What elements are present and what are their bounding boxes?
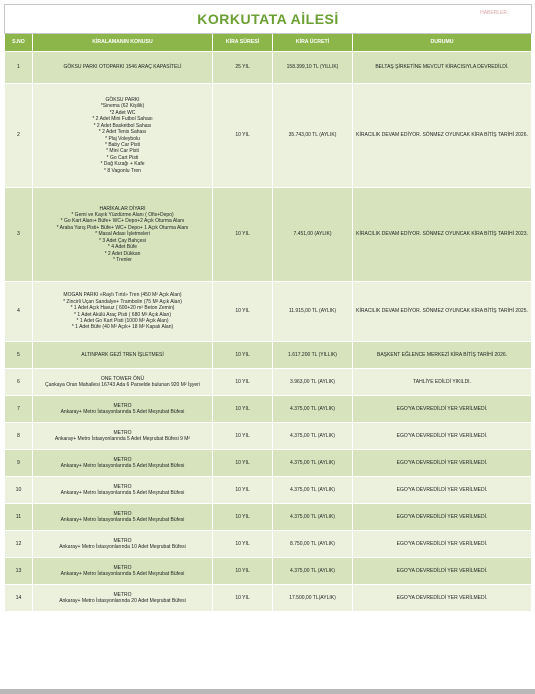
row-number: 5: [5, 342, 33, 369]
row-term: 10 YIL: [213, 585, 273, 612]
row-number: 2: [5, 84, 33, 188]
stamp-watermark: HABERLER: [480, 10, 508, 16]
subject-line: * Go Kart Alanı+ Büfe+ WC+ Depo+2 Açık Oturma Alanı: [60, 218, 185, 225]
subject-heading: METRO: [113, 483, 132, 490]
row-number: 7: [5, 396, 33, 423]
subject-heading: GÖKSU PARKI: [105, 97, 140, 104]
subject-line: *Sinema (62 Kişilik): [100, 103, 145, 110]
header-fee: KİRA ÜCRETİ: [273, 34, 353, 52]
table-row: [5, 188, 532, 282]
title-row: [5, 5, 532, 34]
subject-line: Ankaray+ Metro İstasyonlarında 5 Adet Meşrubat Büfesi: [60, 571, 185, 577]
row-status: KİRACILIK DEVAM EDİYOR. SÖNMEZ OYUNCAK KİRA BİTİŞ TARİHİ 2026.: [353, 84, 532, 188]
subject-line: * 2 Adet Basketbol Sahası: [93, 122, 152, 129]
row-number: 8: [5, 423, 33, 450]
row-term: 10 YIL: [213, 342, 273, 369]
row-fee: 4.375,00 TL (AYLIK): [273, 558, 353, 585]
row-term: 10 YIL: [213, 396, 273, 423]
subject-heading: METRO: [113, 429, 132, 436]
row-fee: 7.451,00 (AYLIK): [273, 188, 353, 282]
row-term: 10 YIL: [213, 477, 273, 504]
row-number: 12: [5, 531, 33, 558]
table-row: [5, 369, 532, 396]
row-status: BELTAŞ ŞİRKETİNE MEVCUT KİRACISIYLA DEVREDİLDİ.: [353, 52, 532, 84]
table-row: [5, 84, 532, 188]
subject-line: Ankaray+ Metro İstasyonlarında 5 Adet Meşrubat Büfesi: [60, 517, 185, 523]
subject-heading: METRO: [113, 591, 132, 598]
table-row: [5, 558, 532, 585]
row-status: EGO'YA DEVREDİLDİ YER VERİLMEDİ.: [353, 558, 532, 585]
subject-line: * 1 Adet Açık Havuz ( 600+20 m² Beton Zemin): [70, 305, 175, 312]
table-row: [5, 52, 532, 84]
table-row: [5, 450, 532, 477]
row-fee: 4.375,00 TL (AYLIK): [273, 396, 353, 423]
subject-line: * 1 Adet Büfe (40 M² Açık+ 18 M² Kapalı Alan): [71, 324, 174, 331]
row-status: KİRACILIK DEVAM EDİYOR. SÖNMEZ OYUNCAK KİRA BİTİŞ TARİHİ 2023.: [353, 188, 532, 282]
subject-heading: MOGAN PARKI «Raylı Tırtıl» Tren (450 M² Açık Alan): [63, 292, 182, 299]
row-status: EGO'YA DEVREDİLDİ YER VERİLMEDİ.: [353, 477, 532, 504]
row-subject: [33, 396, 213, 423]
subject-line: * Masal Adası İşletmeleri: [95, 231, 150, 238]
table-row: [5, 342, 532, 369]
subject-line: * Mini Car Pisti: [106, 148, 139, 155]
subject-line: * 3 Adet Çay Bahçesi: [99, 237, 146, 244]
row-subject: [33, 477, 213, 504]
subject-heading: METRO: [113, 510, 132, 517]
row-subject: [33, 531, 213, 558]
row-subject: [33, 504, 213, 531]
row-term: 10 YIL: [213, 282, 273, 342]
header-row: [5, 34, 532, 52]
subject-line: * 2 Adet Tenis Sahası: [98, 129, 147, 136]
row-number: 11: [5, 504, 33, 531]
subject-line: Çankaya Oran Mahallesi 16743 Ada 6 Parselde bulunan 920 M² İşyeri: [45, 382, 200, 388]
row-term: 10 YIL: [213, 423, 273, 450]
title-cell: [5, 5, 532, 34]
row-fee: 11.915,00 TL (AYLIK): [273, 282, 353, 342]
row-subject: [33, 282, 213, 342]
row-term: 10 YIL: [213, 450, 273, 477]
row-subject: [33, 369, 213, 396]
row-number: 6: [5, 369, 33, 396]
subject-line: *2 Adet WC: [109, 109, 136, 116]
subject-heading: GÖKSU PARKI OTOPARKI 1546 ARAÇ KAPASİTELİ: [63, 64, 182, 71]
row-subject: [33, 423, 213, 450]
row-fee: 4.375,00 TL (AYLIK): [273, 450, 353, 477]
row-term: 10 YIL: [213, 504, 273, 531]
subject-line: * Plaj Voleybolu: [105, 135, 140, 142]
header-subject: KİRALAMANIN KONUSU: [33, 34, 213, 52]
row-status: EGO'YA DEVREDİLDİ YER VERİLMEDİ.: [353, 531, 532, 558]
row-status: KİRACILIK DEVAM EDİYOR. SÖNMEZ OYUNCAK KİRA BİTİŞ TARİHİ 2025.: [353, 282, 532, 342]
subject-line: Ankaray+ Metro İstasyonlarında 5 Adet Meşrubat Büfesi 9 M²: [54, 436, 191, 442]
table-row: [5, 504, 532, 531]
row-number: 4: [5, 282, 33, 342]
subject-line: * Go Cart Pisti: [106, 154, 139, 161]
subject-heading: HARİKALAR DİYARI: [99, 205, 146, 212]
row-number: 10: [5, 477, 33, 504]
row-fee: 4.375,00 TL (AYLIK): [273, 504, 353, 531]
row-subject: [33, 450, 213, 477]
subject-line: Ankaray+ Metro İstasyonlarında 5 Adet Meşrubat Büfesi: [60, 409, 185, 415]
subject-heading: ALTINPARK GEZİ TREN İŞLETMESİ: [81, 351, 164, 358]
row-subject: [33, 52, 213, 84]
row-number: 9: [5, 450, 33, 477]
row-number: 1: [5, 52, 33, 84]
subject-heading: METRO: [113, 537, 132, 544]
table-row: [5, 531, 532, 558]
subject-heading: METRO: [113, 564, 132, 571]
subject-line: * 2 Adet Dükkan: [104, 250, 141, 257]
subject-line: * 2 Adet Mini Futbol Sahası: [92, 116, 153, 123]
header-no: S.NO: [5, 34, 33, 52]
row-subject: [33, 558, 213, 585]
row-status: EGO'YA DEVREDİLDİ YER VERİLMEDİ.: [353, 396, 532, 423]
table-row: [5, 423, 532, 450]
subject-line: * 1 Adet Go Kart Pisti (1000 M² Açık Alan): [76, 317, 169, 324]
row-subject: [33, 188, 213, 282]
row-number: 13: [5, 558, 33, 585]
row-term: 10 YIL: [213, 531, 273, 558]
row-subject: [33, 342, 213, 369]
subject-heading: METRO: [113, 456, 132, 463]
header-status: DURUMU: [353, 34, 532, 52]
row-fee: 158.399,10 TL (YILLIK): [273, 52, 353, 84]
row-status: BAŞKENT EĞLENCE MERKEZİ KİRA BİTİŞ TARİHİ 2026.: [353, 342, 532, 369]
row-subject: [33, 84, 213, 188]
row-fee: 4.375,00 TL (AYLIK): [273, 423, 353, 450]
subject-line: * Zincirli Uçan Sandalye+ Trambolin (75 M² Açık Alan): [63, 298, 182, 305]
subject-line: Ankaray+ Metro İstasyonlarında 5 Adet Meşrubat Büfesi: [60, 463, 185, 469]
row-fee: 3.963,00 TL (AYLIK): [273, 369, 353, 396]
row-status: EGO'YA DEVREDİLDİ YER VERİLMEDİ.: [353, 504, 532, 531]
subject-line: * Gemi ve Kayık Yüzdürme Alanı ( Ofis+Depo): [71, 212, 174, 219]
subject-heading: ONE TOWER ÖNÜ: [100, 375, 145, 382]
subject-line: * 1 Adet Akülü Araç Pisti ( 680 M² Açık Alan): [74, 311, 171, 318]
row-fee: 8.750,00 TL (AYLIK): [273, 531, 353, 558]
row-number: 3: [5, 188, 33, 282]
subject-line: Ankaray+ Metro İstasyonlarında 20 Adet Meşrubat Büfesi: [59, 598, 186, 604]
subject-line: * Dağ Kızağı + Kafe: [100, 161, 145, 168]
lease-table: [4, 4, 532, 612]
row-status: EGO'YA DEVREDİLDİ YER VERİLMEDİ.: [353, 423, 532, 450]
subject-line: * Baby Car Pisti: [104, 141, 140, 148]
row-status: EGO'YA DEVREDİLDİ YER VERİLMEDİ.: [353, 450, 532, 477]
row-status: TAHLİYE EDİLDİ YIKILDI.: [353, 369, 532, 396]
table-body: [5, 52, 532, 612]
table-row: [5, 282, 532, 342]
row-fee: 1.617.200 TL (YILLIK): [273, 342, 353, 369]
subject-line: * 4 Adet Büfe: [107, 244, 138, 251]
table-row: [5, 396, 532, 423]
document-title: KORKUTATA AİLESİ: [197, 10, 339, 27]
table-row: [5, 477, 532, 504]
subject-line: * 8 Vagonlu Tren: [104, 167, 141, 174]
row-status: EGO'YA DEVREDİLDİ YER VERİLMEDİ.: [353, 585, 532, 612]
subject-heading: METRO: [113, 402, 132, 409]
table-row: [5, 585, 532, 612]
row-subject: [33, 585, 213, 612]
subject-line: * Trenler: [113, 256, 132, 263]
row-fee: 4.375,00 TL (AYLIK): [273, 477, 353, 504]
row-term: 10 YIL: [213, 369, 273, 396]
row-term: 25 YIL: [213, 52, 273, 84]
header-term: KİRA SÜRESİ: [213, 34, 273, 52]
page-edge: [0, 689, 535, 694]
document-sheet: [4, 4, 531, 612]
row-term: 10 YIL: [213, 188, 273, 282]
subject-line: Ankaray+ Metro İstasyonlarında 10 Adet Meşrubat Büfesi: [59, 544, 186, 550]
row-fee: 17.500,00 TL(AYLIK): [273, 585, 353, 612]
subject-line: Ankaray+ Metro İstasyonlarında 5 Adet Meşrubat Büfesi: [60, 490, 185, 496]
row-number: 14: [5, 585, 33, 612]
subject-line: * Araba Yarış Pisti+ Büfe+ WC+ Depo+ 1 Açık Oturma Alanı: [56, 224, 189, 231]
row-fee: 35.743,00 TL (AYLIK): [273, 84, 353, 188]
row-term: 10 YIL: [213, 558, 273, 585]
row-term: 10 YIL: [213, 84, 273, 188]
